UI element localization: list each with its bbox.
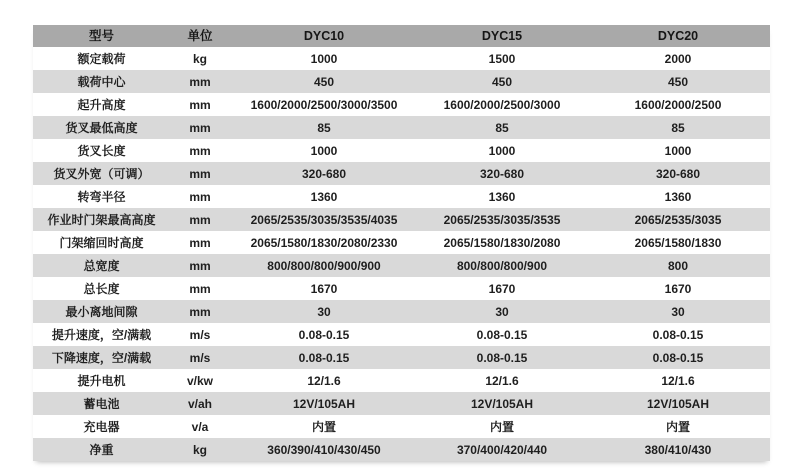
table-row — [33, 346, 770, 369]
row-value-dyc10: 30 — [317, 304, 331, 319]
row-label: 门架缩回时高度 — [59, 235, 144, 250]
row-unit: mm — [189, 304, 211, 319]
header-cell-dyc10: DYC10 — [303, 28, 345, 43]
row-value-dyc20: 1360 — [664, 189, 692, 204]
row-value-dyc15: 30 — [495, 304, 509, 319]
row-unit: v/a — [191, 419, 209, 434]
row-label: 载荷中心 — [77, 74, 126, 89]
row-value-dyc15: 800/800/800/900 — [456, 258, 548, 273]
row-value-dyc10: 800/800/800/900/900 — [267, 258, 381, 273]
row-value-dyc10: 0.08-0.15 — [298, 350, 350, 365]
header-cell-model: 型号 — [88, 28, 114, 43]
row-value-dyc10: 1000 — [310, 51, 338, 66]
table-row — [33, 162, 770, 185]
row-unit: mm — [189, 212, 211, 227]
row-label: 总宽度 — [83, 258, 120, 273]
row-value-dyc10: 450 — [313, 74, 335, 89]
row-label: 最小离地间隙 — [65, 304, 138, 319]
row-unit: mm — [189, 97, 211, 112]
row-value-dyc20: 450 — [667, 74, 689, 89]
table-row — [33, 208, 770, 231]
row-label: 作业时门架最高高度 — [47, 212, 156, 227]
table-row — [33, 116, 770, 139]
row-value-dyc10: 1600/2000/2500/3000/3500 — [250, 97, 398, 112]
row-value-dyc20: 0.08-0.15 — [652, 327, 704, 342]
row-value-dyc15: 1500 — [488, 51, 516, 66]
row-value-dyc15: 内置 — [489, 419, 514, 434]
row-value-dyc20: 12/1.6 — [661, 373, 695, 388]
row-value-dyc15: 2065/2535/3035/3535 — [443, 212, 561, 227]
row-unit: mm — [189, 189, 211, 204]
row-value-dyc10: 1360 — [310, 189, 338, 204]
row-unit: v/ah — [187, 396, 212, 411]
row-value-dyc20: 1000 — [664, 143, 692, 158]
row-value-dyc20: 12V/105AH — [646, 396, 710, 411]
table-row — [33, 392, 770, 415]
table-row — [33, 185, 770, 208]
row-value-dyc20: 2065/2535/3035 — [634, 212, 722, 227]
row-label: 下降速度，空/满载 — [51, 350, 152, 365]
row-value-dyc20: 1600/2000/2500 — [634, 97, 722, 112]
table-row — [33, 139, 770, 162]
row-value-dyc10: 85 — [317, 120, 331, 135]
table-row — [33, 93, 770, 116]
table-row — [33, 231, 770, 254]
row-label: 货叉长度 — [77, 143, 126, 158]
row-label: 充电器 — [83, 419, 120, 434]
table-row — [33, 277, 770, 300]
header-cell-unit: 单位 — [187, 28, 213, 43]
row-value-dyc15: 0.08-0.15 — [476, 327, 528, 342]
row-value-dyc15: 85 — [495, 120, 509, 135]
table-row — [33, 47, 770, 70]
table-row — [33, 70, 770, 93]
row-value-dyc15: 0.08-0.15 — [476, 350, 528, 365]
row-label: 提升电机 — [77, 373, 126, 388]
row-value-dyc10: 320-680 — [301, 166, 347, 181]
row-unit: mm — [189, 74, 211, 89]
row-label: 蓄电池 — [83, 396, 120, 411]
row-value-dyc10: 360/390/410/430/450 — [267, 442, 381, 457]
row-label: 货叉外宽（可调） — [53, 166, 150, 181]
row-value-dyc20: 800 — [667, 258, 689, 273]
row-value-dyc15: 2065/1580/1830/2080 — [443, 235, 561, 250]
table-row — [33, 369, 770, 392]
spec-table — [33, 25, 770, 461]
row-value-dyc10: 内置 — [311, 419, 336, 434]
row-value-dyc10: 2065/1580/1830/2080/2330 — [250, 235, 398, 250]
header-cell-dyc15: DYC15 — [481, 28, 523, 43]
row-unit: v/kw — [186, 373, 213, 388]
row-value-dyc20: 30 — [671, 304, 685, 319]
row-unit: mm — [189, 235, 211, 250]
row-unit: mm — [189, 258, 211, 273]
header-cell-dyc20: DYC20 — [657, 28, 699, 43]
row-value-dyc20: 2000 — [664, 51, 692, 66]
row-value-dyc15: 1360 — [488, 189, 516, 204]
row-value-dyc15: 12/1.6 — [485, 373, 519, 388]
spec-table-body — [33, 47, 770, 461]
row-label: 额定载荷 — [77, 51, 126, 66]
row-value-dyc10: 2065/2535/3035/3535/4035 — [250, 212, 398, 227]
row-value-dyc20: 380/410/430 — [644, 442, 712, 457]
row-value-dyc15: 12V/105AH — [470, 396, 534, 411]
row-unit: m/s — [189, 350, 211, 365]
row-value-dyc10: 12/1.6 — [307, 373, 341, 388]
row-value-dyc10: 1670 — [310, 281, 338, 296]
row-unit: mm — [189, 120, 211, 135]
row-value-dyc15: 1000 — [488, 143, 516, 158]
row-unit: kg — [192, 442, 207, 457]
row-value-dyc10: 1000 — [310, 143, 338, 158]
row-label: 转弯半径 — [77, 189, 126, 204]
row-value-dyc15: 320-680 — [479, 166, 525, 181]
table-row — [33, 254, 770, 277]
row-value-dyc20: 85 — [671, 120, 685, 135]
row-value-dyc20: 0.08-0.15 — [652, 350, 704, 365]
row-value-dyc20: 320-680 — [655, 166, 701, 181]
row-value-dyc15: 1670 — [488, 281, 516, 296]
row-label: 提升速度，空/满载 — [51, 327, 152, 342]
row-value-dyc15: 450 — [491, 74, 513, 89]
table-row — [33, 323, 770, 346]
row-unit: kg — [192, 51, 207, 66]
row-label: 起升高度 — [77, 97, 126, 112]
row-value-dyc15: 370/400/420/440 — [456, 442, 548, 457]
row-value-dyc10: 0.08-0.15 — [298, 327, 350, 342]
table-row — [33, 438, 770, 461]
row-value-dyc20: 内置 — [665, 419, 690, 434]
table-row — [33, 300, 770, 323]
row-value-dyc20: 1670 — [664, 281, 692, 296]
row-unit: mm — [189, 281, 211, 296]
row-label: 货叉最低高度 — [65, 120, 138, 135]
row-unit: mm — [189, 143, 211, 158]
row-unit: m/s — [189, 327, 211, 342]
row-value-dyc10: 12V/105AH — [292, 396, 356, 411]
row-value-dyc20: 2065/1580/1830 — [634, 235, 722, 250]
row-unit: mm — [189, 166, 211, 181]
table-row — [33, 415, 770, 438]
row-label: 净重 — [89, 442, 114, 457]
row-value-dyc15: 1600/2000/2500/3000 — [443, 97, 561, 112]
header-row — [33, 25, 770, 47]
row-label: 总长度 — [83, 281, 120, 296]
product-spec-table — [33, 25, 770, 461]
